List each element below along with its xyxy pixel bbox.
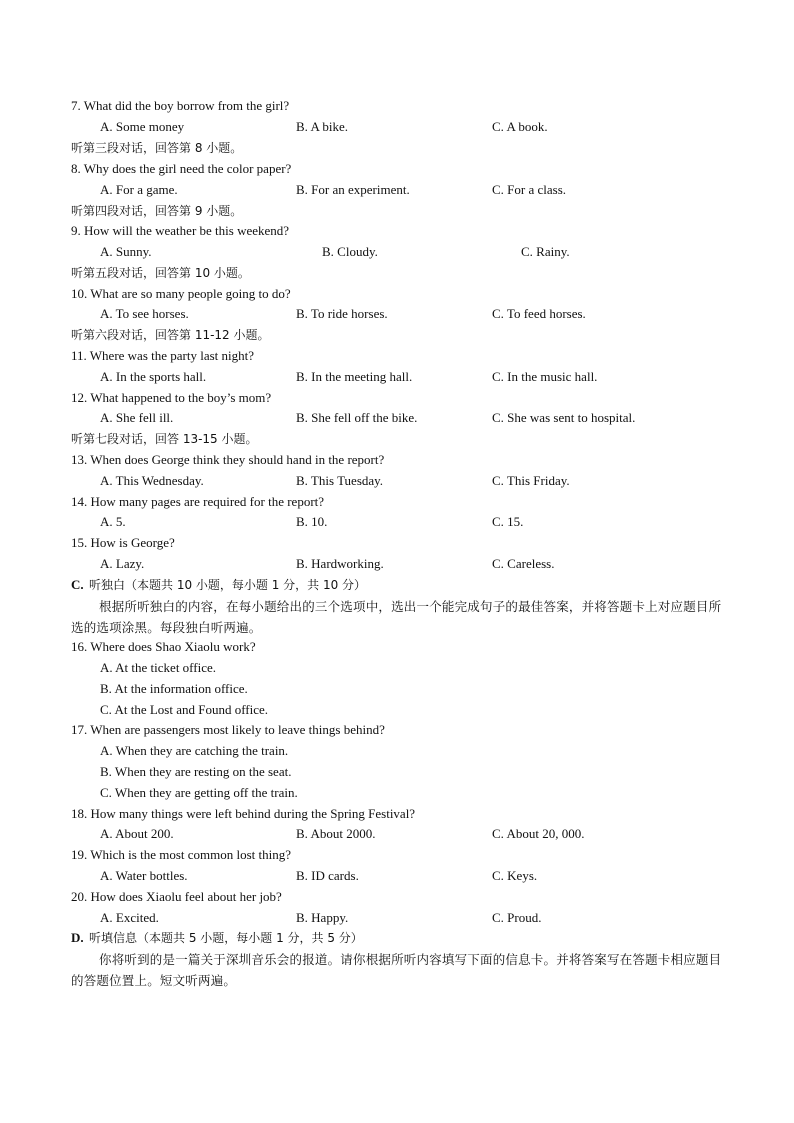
question-14-options bbox=[0, 512, 794, 532]
question-19 bbox=[0, 845, 794, 865]
question-16 bbox=[0, 637, 794, 657]
option-a[interactable]: A. At the ticket office. bbox=[100, 660, 217, 675]
question-text: 16. Where does Shao Xiaolu work? bbox=[71, 639, 256, 654]
question-16-option-b bbox=[0, 679, 794, 699]
question-13-options bbox=[0, 471, 794, 491]
question-9-options bbox=[0, 242, 794, 262]
option-b[interactable]: B. In the meeting hall. bbox=[296, 369, 413, 384]
option-c[interactable]: C. A book. bbox=[492, 119, 548, 134]
option-a[interactable]: A. Excited. bbox=[100, 910, 159, 925]
section-title: 听独白（本题共 10 小题，每小题 1 分，共 10 分） bbox=[89, 578, 367, 592]
question-17-option-a bbox=[0, 741, 794, 761]
question-17-option-c bbox=[0, 783, 794, 803]
question-text: 7. What did the boy borrow from the girl? bbox=[71, 98, 290, 113]
section-title: 听填信息（本题共 5 小题，每小题 1 分，共 5 分） bbox=[89, 931, 363, 945]
option-b[interactable]: B. This Tuesday. bbox=[296, 473, 384, 488]
section-c-instruction: 根据所听独白的内容，在每小题给出的三个选项中，选出一个能完成句子的最佳答案，并将答题卡上对应题目所选的选项涂黑。每段独白听两遍。 bbox=[71, 599, 722, 635]
option-c[interactable]: C. Proud. bbox=[492, 910, 542, 925]
option-b[interactable]: B. To ride horses. bbox=[296, 306, 388, 321]
option-a[interactable]: A. In the sports hall. bbox=[100, 369, 207, 384]
option-b[interactable]: B. She fell off the bike. bbox=[296, 410, 418, 425]
question-16-option-a bbox=[0, 658, 794, 678]
question-7 bbox=[0, 96, 794, 116]
option-a[interactable]: A. This Wednesday. bbox=[100, 473, 204, 488]
listening-prompt: 听第六段对话，回答第 11-12 小题。 bbox=[71, 328, 270, 342]
option-c[interactable]: C. To feed horses. bbox=[492, 306, 586, 321]
option-a[interactable]: A. Lazy. bbox=[100, 556, 145, 571]
question-text: 15. How is George? bbox=[71, 535, 175, 550]
question-text: 11. Where was the party last night? bbox=[71, 348, 255, 363]
option-a[interactable]: A. 5. bbox=[100, 514, 126, 529]
question-19-options bbox=[0, 866, 794, 886]
option-c[interactable]: C. When they are getting off the train. bbox=[100, 785, 298, 800]
question-20-options bbox=[0, 908, 794, 928]
option-c[interactable]: C. Rainy. bbox=[521, 244, 570, 259]
question-text: 12. What happened to the boy’s mom? bbox=[71, 390, 272, 405]
question-18 bbox=[0, 804, 794, 824]
question-15 bbox=[0, 533, 794, 553]
question-14 bbox=[0, 492, 794, 512]
question-13 bbox=[0, 450, 794, 470]
section-letter: D. bbox=[71, 930, 84, 945]
question-10-options bbox=[0, 304, 794, 324]
question-8 bbox=[0, 159, 794, 179]
section-instruction bbox=[0, 325, 794, 345]
question-11 bbox=[0, 346, 794, 366]
section-instruction bbox=[0, 429, 794, 449]
option-c[interactable]: C. At the Lost and Found office. bbox=[100, 702, 269, 717]
question-7-options bbox=[0, 117, 794, 137]
option-b[interactable]: B. Hardworking. bbox=[296, 556, 384, 571]
listening-prompt: 听第三段对话，回答第 8 小题。 bbox=[71, 141, 243, 155]
option-c[interactable]: C. This Friday. bbox=[492, 473, 570, 488]
question-11-options bbox=[0, 367, 794, 387]
option-a[interactable]: A. Water bottles. bbox=[100, 868, 188, 883]
question-text: 13. When does George think they should hand in the report? bbox=[71, 452, 385, 467]
question-text: 8. Why does the girl need the color paper? bbox=[71, 161, 292, 176]
option-a[interactable]: A. To see horses. bbox=[100, 306, 189, 321]
section-instruction bbox=[0, 138, 794, 158]
option-c[interactable]: C. In the music hall. bbox=[492, 369, 598, 384]
option-c[interactable]: C. 15. bbox=[492, 514, 524, 529]
question-9 bbox=[0, 221, 794, 241]
question-text: 10. What are so many people going to do? bbox=[71, 286, 291, 301]
question-17-option-b bbox=[0, 762, 794, 782]
question-text: 17. When are passengers most likely to leave things behind? bbox=[71, 722, 385, 737]
question-text: 9. How will the weather be this weekend? bbox=[71, 223, 290, 238]
option-c[interactable]: C. Keys. bbox=[492, 868, 538, 883]
question-8-options bbox=[0, 180, 794, 200]
option-b[interactable]: B. Cloudy. bbox=[322, 244, 378, 259]
option-b[interactable]: B. About 2000. bbox=[296, 826, 376, 841]
option-b[interactable]: B. ID cards. bbox=[296, 868, 359, 883]
option-c[interactable]: C. She was sent to hospital. bbox=[492, 410, 636, 425]
listening-prompt: 听第五段对话，回答第 10 小题。 bbox=[71, 266, 250, 280]
option-b[interactable]: B. A bike. bbox=[296, 119, 349, 134]
question-text: 18. How many things were left behind during the Spring Festival? bbox=[71, 806, 416, 821]
question-18-options bbox=[0, 824, 794, 844]
option-b[interactable]: B. For an experiment. bbox=[296, 182, 410, 197]
option-b[interactable]: B. When they are resting on the seat. bbox=[100, 764, 292, 779]
question-10 bbox=[0, 284, 794, 304]
option-b[interactable]: B. At the information office. bbox=[100, 681, 248, 696]
question-text: 20. How does Xiaolu feel about her job? bbox=[71, 889, 282, 904]
section-instruction bbox=[0, 201, 794, 221]
option-a[interactable]: A. About 200. bbox=[100, 826, 174, 841]
option-b[interactable]: B. 10. bbox=[296, 514, 328, 529]
option-a[interactable]: A. For a game. bbox=[100, 182, 178, 197]
option-a[interactable]: A. When they are catching the train. bbox=[100, 743, 289, 758]
question-text: 19. Which is the most common lost thing? bbox=[71, 847, 292, 862]
option-c[interactable]: C. About 20, 000. bbox=[492, 826, 585, 841]
question-20 bbox=[0, 887, 794, 907]
question-text: 14. How many pages are required for the report? bbox=[71, 494, 325, 509]
option-a[interactable]: A. Sunny. bbox=[100, 244, 152, 259]
option-c[interactable]: C. For a class. bbox=[492, 182, 567, 197]
option-a[interactable]: A. Some money bbox=[100, 119, 185, 134]
option-b[interactable]: B. Happy. bbox=[296, 910, 349, 925]
option-a[interactable]: A. She fell ill. bbox=[100, 410, 174, 425]
section-d-instruction: 你将听到的是一篇关于深圳音乐会的报道。请你根据所听内容填写下面的信息卡。并将答案写在答题卡相应题目的答题位置上。短文听两遍。 bbox=[71, 952, 722, 988]
question-12-options bbox=[0, 408, 794, 428]
question-16-option-c bbox=[0, 700, 794, 720]
section-d-heading bbox=[0, 928, 794, 948]
question-12 bbox=[0, 388, 794, 408]
option-c[interactable]: C. Careless. bbox=[492, 556, 555, 571]
section-letter: C. bbox=[71, 577, 84, 592]
question-17 bbox=[0, 720, 794, 740]
question-15-options bbox=[0, 554, 794, 574]
listening-prompt: 听第七段对话，回答 13-15 小题。 bbox=[71, 432, 258, 446]
section-c-heading bbox=[0, 575, 794, 595]
section-instruction bbox=[0, 263, 794, 283]
listening-prompt: 听第四段对话，回答第 9 小题。 bbox=[71, 204, 243, 218]
